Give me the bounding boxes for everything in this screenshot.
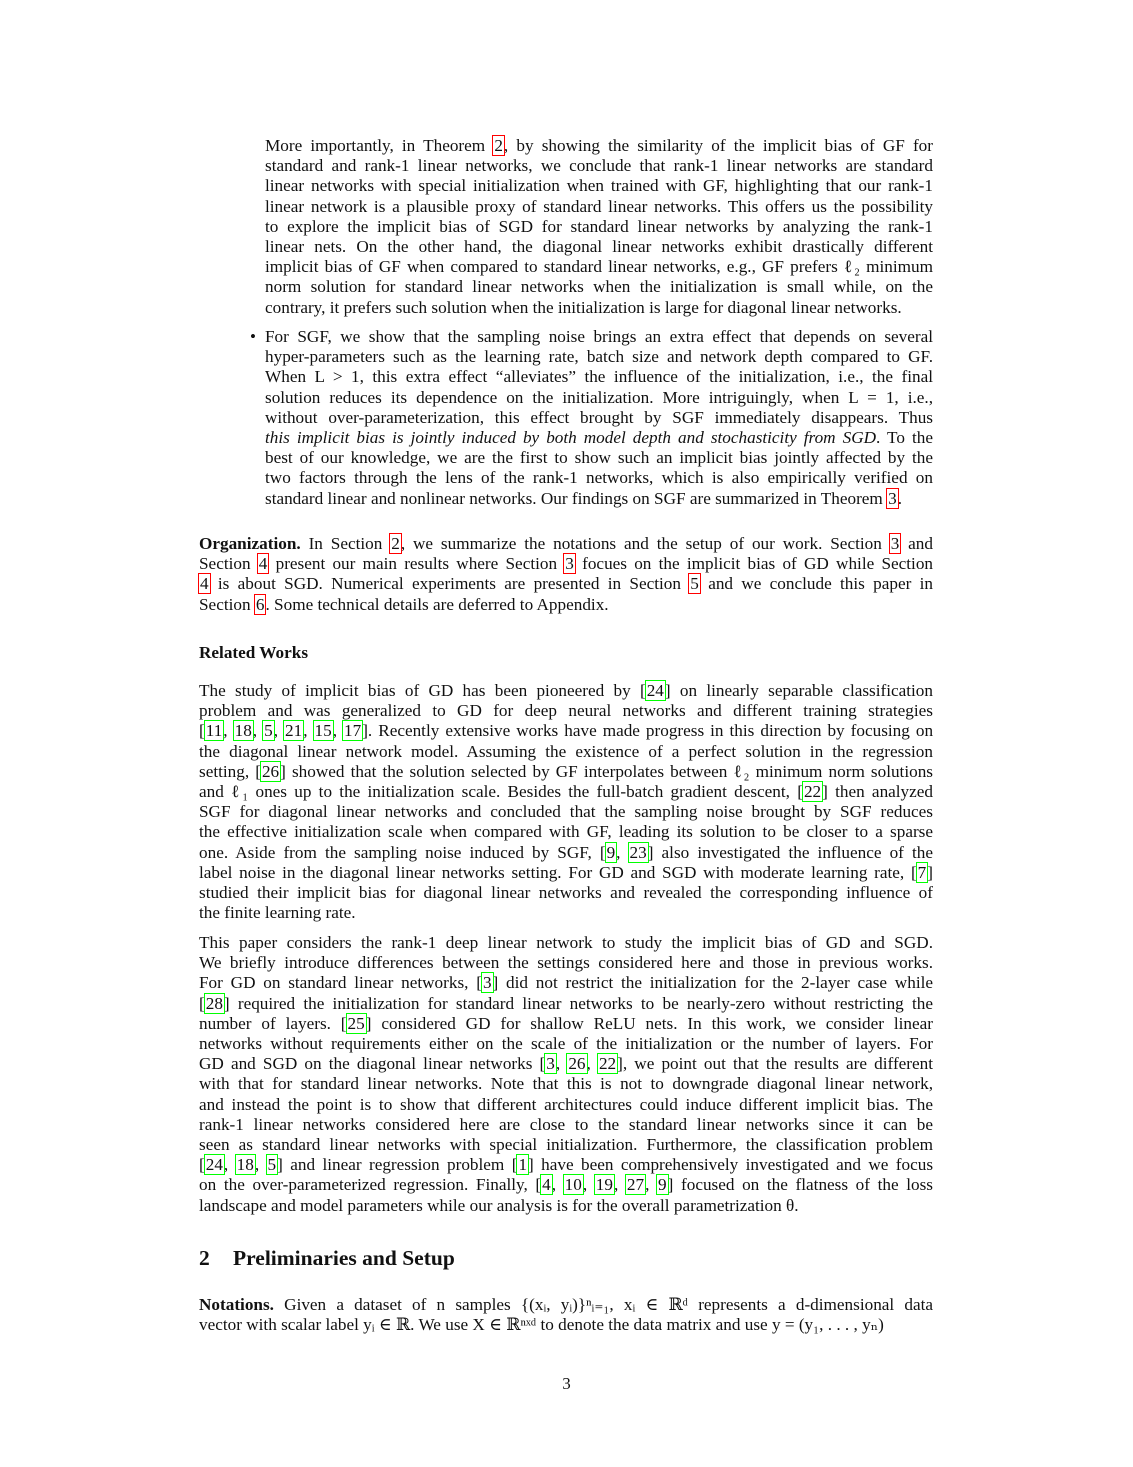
text-line: linear networks with special initialization when trained with GF, highlighting that our rank-1 [265,176,933,196]
paragraph-related-works-1 [199,681,933,923]
text-line: one. Aside from the sampling noise induced by SGF, [9, 23] also investigated the influence of the [199,842,933,862]
text-line: implicit bias of GF when compared to standard linear networks, e.g., GF prefers ℓ₂ minimum [265,257,933,277]
text-line: GD and SGD on the diagonal linear networks [3, 26, 22], we point out that the results are different [199,1054,934,1074]
text-line: linear nets. On the other hand, the diagonal linear networks exhibit drastically different [265,237,933,257]
internal-reference-link[interactable]: 2 [391,534,400,553]
citation-link[interactable]: 26 [568,1054,586,1074]
text-line: Section 4 present our main results where Section 3 focues on the implicit bias of GD while Section [199,554,934,574]
text-line: When L > 1, this extra effect “alleviates” the influence of the initialization, i.e., the final [265,367,933,387]
citation-link[interactable]: 5 [264,721,273,741]
citation-link[interactable]: 22 [803,782,822,802]
internal-reference-link[interactable]: 6 [255,594,265,614]
citation-link[interactable]: 18 [236,1155,254,1175]
text-line: to explore the implicit bias of SGD for standard linear networks by analyzing the rank-1 [265,216,933,236]
text-line: studied their implicit bias for diagonal linear networks and revealed the corresponding influence of [199,883,933,903]
text-line: on the over-parameterized regression. Finally, [4, 10, 19, 27, 9] focused on the flatness of the loss [199,1175,934,1195]
citation-link[interactable]: 19 [595,1175,613,1195]
citation-link[interactable]: 7 [917,862,927,882]
paragraph-run-in-heading: Organization. [199,534,301,553]
section-heading-preliminaries [199,1246,455,1271]
text-line: The study of implicit bias of GD has been pioneered by [24] on linearly separable classification [199,681,933,700]
text-line: problem and was generalized to GD for deep neural networks and different training strategies [199,701,933,721]
text-line: and ℓ₁ ones up to the initialization scale. Besides the full-batch gradient descent, [22] then analyzed [199,782,934,802]
citation-link[interactable]: 3 [482,973,492,993]
text-line: the diagonal linear network model. Assuming the existence of a perfect solution in the regression [199,741,933,761]
section-title: Preliminaries and Setup [233,1246,455,1270]
text-line: standard and rank-1 linear networks, we conclude that rank-1 linear networks are standard [265,156,933,176]
bullet-item-sgf [265,327,933,509]
text-line: [11, 18, 5, 21, 15, 17]. Recently extensive works have made progress in this direction by focusing on [199,721,934,741]
text-line: [24, 18, 5] and linear regression problem [1] have been comprehensively investigated and we focus [199,1155,934,1175]
text-line: contrary, it prefers such solution when the initialization is large for diagonal linear networks. [265,297,902,317]
citation-link[interactable]: 27 [626,1175,645,1195]
text-line: label noise in the diagonal linear networks setting. For GD and SGD with moderate learning rate, [7] [199,862,933,882]
internal-reference-link[interactable]: 4 [258,554,268,574]
citation-link[interactable]: 17 [344,721,362,741]
text-line: standard linear and nonlinear networks. Our findings on SGF are summarized in Theorem 3. [265,488,902,508]
bullet-marker: • [250,327,256,346]
citation-link[interactable]: 9 [606,842,616,862]
text-line: For SGF, we show that the sampling noise brings an extra effect that depends on several [265,327,933,346]
page-number: 3 [562,1374,571,1393]
text-line: norm solution for standard linear networks when the initialization is small while, on the [265,277,933,297]
text-line: landscape and model parameters while our analysis is for the overall parametrization θ. [199,1195,799,1215]
text-line: We briefly introduce differences between the settings considered here and those in previous works. [199,953,933,973]
text-line: solution reduces its dependence on the initialization. More intriguingly, when L = 1, i.e., [265,387,933,407]
text-line: setting, [26] showed that the solution selected by GF interpolates between ℓ₂ minimum norm solutions [199,761,933,781]
citation-link[interactable]: 28 [205,993,223,1013]
citation-link[interactable]: 4 [542,1175,551,1195]
text-line: hyper-parameters such as the learning rate, batch size and network depth compared to GF. [265,347,933,367]
text-line: linear network is a plausible proxy of standard linear networks. This offers us the possibility [265,196,933,216]
internal-reference-link[interactable]: 5 [690,574,699,594]
text-line: More importantly, in Theorem 2, by showing the similarity of the implicit bias of GF for [265,136,933,155]
text-line: Organization. In Section 2, we summarize the notations and the setup of our work. Section 3 and [199,534,933,553]
internal-reference-link[interactable]: 3 [890,534,900,553]
paragraph-organization [199,534,933,615]
citation-link[interactable]: 11 [205,721,223,741]
citation-link[interactable]: 23 [629,842,647,862]
text-line: this implicit bias is jointly induced by both model depth and stochasticity from SGD. To the [265,428,933,448]
text-line: Section 6. Some technical details are deferred to Appendix. [199,594,609,614]
internal-reference-link[interactable]: 4 [200,574,209,594]
text-line: This paper considers the rank-1 deep linear network to study the implicit bias of GD and SGD. [199,933,933,952]
citation-link[interactable]: 26 [261,761,280,781]
citation-link[interactable]: 22 [598,1054,617,1074]
citation-link[interactable]: 10 [564,1175,582,1195]
text-line: seen as standard linear networks with special initialization. Furthermore, the classification problem [199,1135,933,1155]
text-line: best of our knowledge, we are the first to show such an implicit bias jointly affected by the [265,448,933,468]
text-line: and instead the point is to show that different architectures could induce different implicit bias. The [199,1094,933,1114]
text-line: SGF for diagonal linear networks and concluded that the sampling noise brought by SGF reduces [199,802,933,822]
section-number: 2 [199,1246,210,1270]
text-line: without over-parameterization, this effect brought by SGF immediately disappears. Thus [265,407,933,427]
citation-link[interactable]: 24 [646,681,664,700]
emphasized-text: this implicit bias is jointly induced by both model depth and stochasticity from SGD [265,428,877,448]
paragraph-run-in-heading: Notations. [199,1295,274,1314]
citation-link[interactable]: 24 [205,1155,223,1175]
citation-link[interactable]: 15 [314,721,332,741]
text-line: two factors through the lens of the rank-1 networks, which is also empirically verified on [265,468,933,488]
paragraph-theorem2 [265,136,933,318]
citation-link[interactable]: 5 [267,1155,277,1175]
internal-reference-link[interactable]: 3 [888,488,897,508]
citation-link[interactable]: 18 [234,721,252,741]
text-line: [28] required the initialization for standard linear networks to be nearly-zero without restricting the [199,993,933,1013]
text-line: 4 is about SGD. Numerical experiments are presented in Section 5 and we conclude this paper in [200,574,933,594]
text-line: vector with scalar label yᵢ ∈ ℝ. We use X ∈ ℝⁿˣᵈ to denote the data matrix and use y = (y₁, . . . , yₙ) [199,1315,884,1335]
text-line: Notations. Given a dataset of n samples {(xᵢ, yᵢ)}ⁿᵢ₌₁, xᵢ ∈ ℝᵈ represents a d-dimensional data [199,1295,933,1314]
citation-link[interactable]: 25 [347,1013,365,1033]
internal-reference-link[interactable]: 2 [494,136,503,155]
text-line: the finite learning rate. [199,903,356,923]
text-line: with that for standard linear networks. Note that this is not to downgrade diagonal linear network, [199,1074,933,1094]
citation-link[interactable]: 9 [658,1175,667,1195]
citation-link[interactable]: 21 [285,721,303,741]
citation-link[interactable]: 1 [518,1155,528,1175]
text-line: rank-1 linear networks considered here are close to the standard linear networks since it can be [199,1114,933,1134]
citation-link[interactable]: 3 [546,1054,555,1074]
paragraph-notations [199,1295,933,1335]
internal-reference-link[interactable]: 3 [565,554,574,574]
text-line: the effective initialization scale when compared with GF, leading its solution to be closer to a sparse [199,822,933,842]
text-line: number of layers. [25] considered GD for shallow ReLU nets. In this work, we consider linear [199,1013,934,1033]
paragraph-related-works-2 [199,933,933,1216]
subheading-related-works: Related Works [199,643,309,662]
text-line: networks without requirements either on the scale of the initialization or the number of layers. For [199,1034,933,1054]
text-line: For GD on standard linear networks, [3] did not restrict the initialization for the 2-layer case while [199,973,933,993]
